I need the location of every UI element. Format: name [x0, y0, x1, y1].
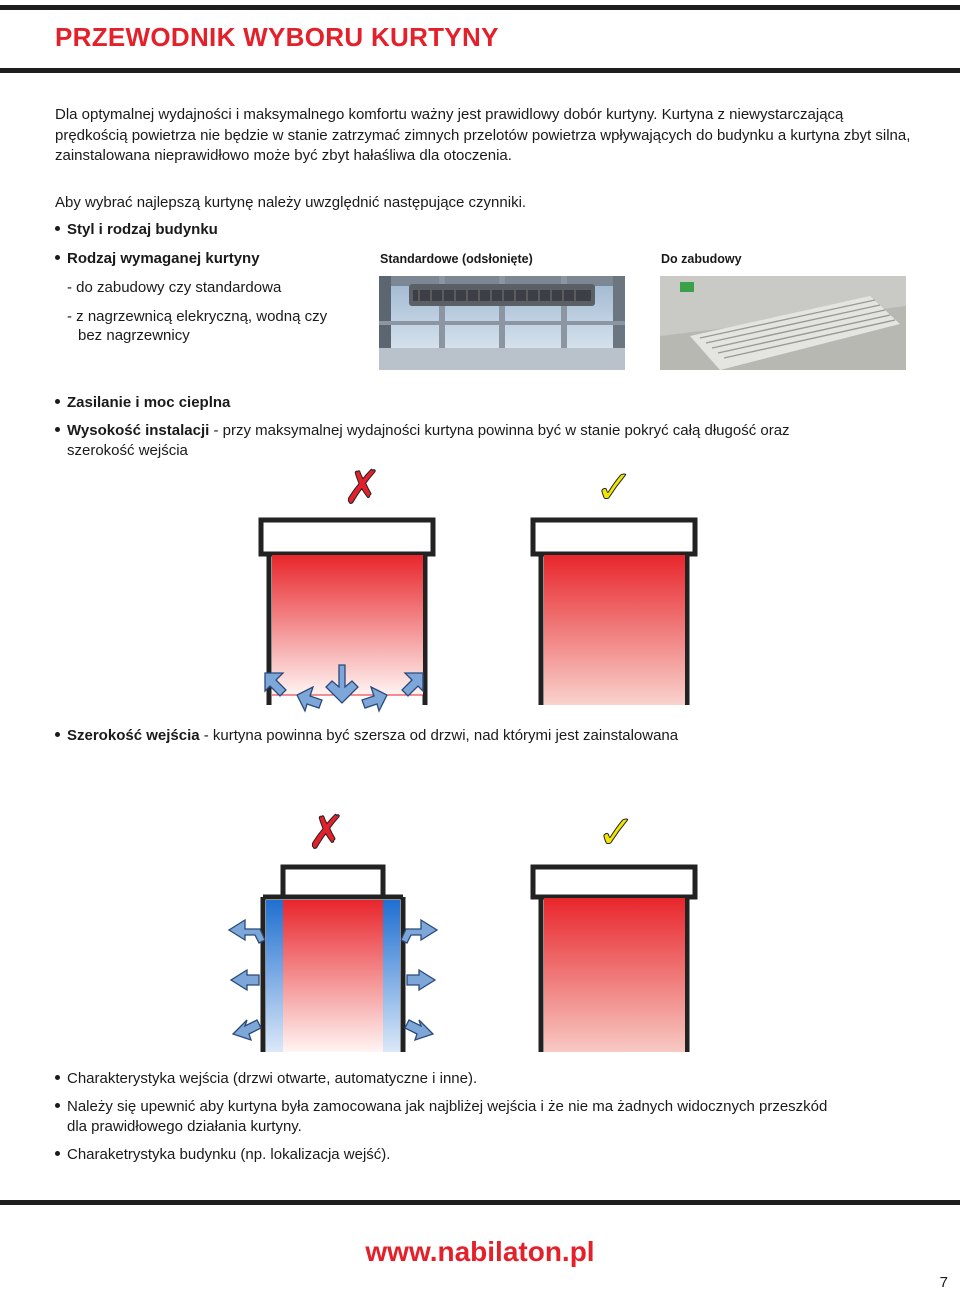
bullet-type-sub2: - z nagrzewnicą elekryczną, wodną czy [67, 308, 328, 325]
width-right-door [533, 867, 695, 1052]
footer-rule [0, 1200, 960, 1205]
intro-paragraph: Dla optymalnej wydajności i maksymalnego komfortu ważny jest prawidlowy dobór kurtyny. Kurtyna z niewystarczającą prędkością powietrza nie będzie w stanie zatrzymać zimnych przelotów powietrza wpływających do budynku a kurtyna zbyt silna, zainstalowana nieprawidłowo może być zbyt hałaśliwa dla otoczenia. [55, 106, 911, 164]
builtin-photo-label: Do zabudowy [661, 252, 742, 266]
bullet-height: Wysokość instalacji - przy maksymalnej wydajności kurtyna powinna być w stanie pokryć całą długość oraz [55, 421, 790, 441]
bullet-char-building: Charaketrystyka budynku (np. lokalizacja wejść). [55, 1145, 390, 1165]
bullet-mount-cont: dla prawidłowego działania kurtyny. [67, 1118, 302, 1135]
bullet-width: Szerokość wejścia - kurtyna powinna być szersza od drzwi, nad którymi jest zainstalowana [55, 726, 678, 746]
bullet-char-entry: Charakterystyka wejścia (drzwi otwarte, automatyczne i inne). [55, 1069, 477, 1089]
height-right-mark: ✓ [595, 460, 634, 514]
bullet-height-cont: szerokość wejścia [67, 442, 188, 459]
bullet-type-sub2-cont: bez nagrzewnicy [78, 327, 190, 344]
footer-url-link[interactable]: www.nabilaton.pl [365, 1236, 595, 1267]
height-wrong-mark: ✗ [343, 460, 382, 514]
standard-curtain-photo [379, 276, 625, 370]
bullet-type: Rodzaj wymaganej kurtyny [55, 249, 260, 269]
width-wrong-door [229, 867, 437, 1052]
standard-photo-label: Standardowe (odsłonięte) [380, 252, 533, 266]
height-right-door [533, 520, 695, 705]
width-right-mark: ✓ [597, 805, 636, 859]
bullet-type-sub1: - do zabudowy czy standardowa [67, 279, 282, 296]
page-title: PRZEWODNIK WYBORU KURTYNY [55, 22, 499, 52]
title-rule [0, 68, 960, 73]
factors-intro: Aby wybrać najlepszą kurtynę należy uwzględnić następujące czynniki. [55, 194, 527, 211]
bullet-mount: Należy się upewnić aby kurtyna była zamocowana jak najbliżej wejścia i że nie ma żadnych widocznych przeszkód [55, 1097, 827, 1117]
builtin-curtain-photo [660, 276, 906, 370]
bullet-style: Styl i rodzaj budynku [55, 220, 218, 240]
page-number: 7 [939, 1274, 948, 1291]
width-diagram [225, 790, 705, 1060]
height-wrong-door [261, 520, 433, 711]
height-diagram [255, 455, 705, 725]
width-wrong-mark: ✗ [307, 805, 346, 859]
bullet-power: Zasilanie i moc cieplna [55, 393, 230, 413]
top-rule [0, 5, 960, 10]
